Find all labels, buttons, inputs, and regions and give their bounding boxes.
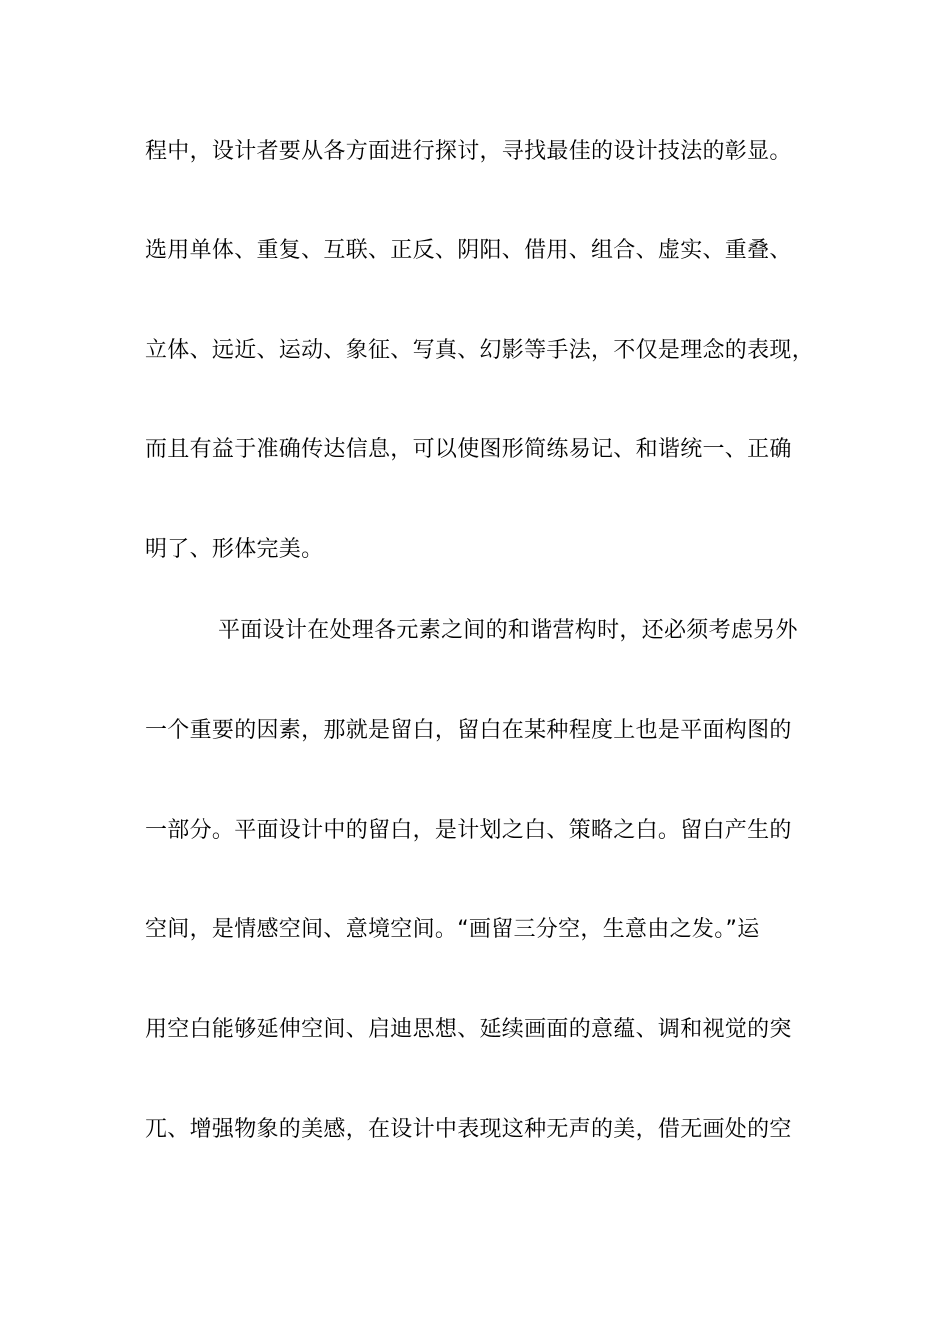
text-line: 程中，设计者要从各方面进行探讨，寻找最佳的设计技法的彰显。 <box>145 139 792 164</box>
text-line: 一部分。平面设计中的留白，是计划之白、策略之白。留白产生的 <box>145 818 792 843</box>
text-line: 一个重要的因素，那就是留白，留白在某种程度上也是平面构图的 <box>145 718 792 743</box>
text-line: 而且有益于准确传达信息，可以使图形简练易记、和谐统一、正确 <box>145 437 792 462</box>
text-line: 明了、形体完美。 <box>145 537 324 562</box>
text-line: 空间，是情感空间、意境空间。“画留三分空，生意由之发。”运 <box>145 917 760 942</box>
paragraph-first-line: 平面设计在处理各元素之间的和谐营构时，还必须考虑另外 <box>218 618 798 643</box>
text-line: 用空白能够延伸空间、启迪思想、延续画面的意蕴、调和视觉的突 <box>145 1017 792 1042</box>
text-line: 立体、远近、运动、象征、写真、幻影等手法，不仅是理念的表现， <box>145 338 815 363</box>
text-line: 选用单体、重复、互联、正反、阴阳、借用、组合、虚实、重叠、 <box>145 238 792 263</box>
text-line: 兀、增强物象的美感，在设计中表现这种无声的美，借无画处的空 <box>145 1117 792 1142</box>
